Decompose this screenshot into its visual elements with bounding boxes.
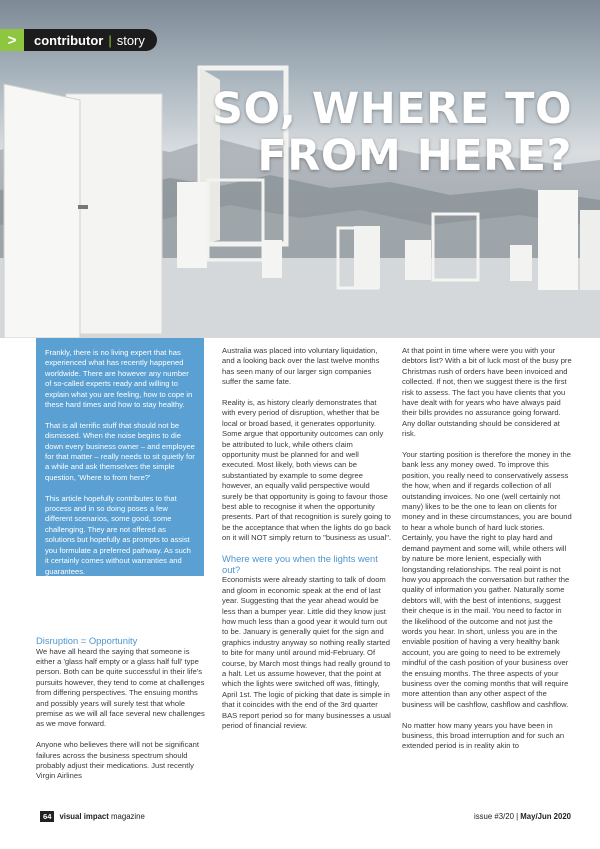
- section-heading: Disruption = Opportunity: [36, 635, 138, 646]
- body-paragraph: Economists were already starting to talk of doom and gloom in economic speak at the end of last year. Suggesting that the year ahead would be less than a bumper year. Little did they know just how much less than a good year it would turn out to be. January is generally quiet for the sign and graphics industry anyway so nothing really started to bite for many until around mid-February. Of course, by March most things had really ground to a halt. Let us assume however, that the point at which the lights were switched off was, fittingly, April 1st. The logic of picking that date is simple in that it coincides with the end of the 3rd quarter BAS report period so for many businesses a usual period of financial review.: [222, 575, 391, 730]
- title-line-2: FROM HERE?: [257, 131, 572, 181]
- magazine-name: visual impact: [59, 811, 109, 821]
- page-number: 64: [40, 811, 54, 822]
- body-paragraph: We have all heard the saying that someone is either a 'glass half empty or a glass half full' type person. Both can be quite successful in their life's pursuits however, they tend to come at challenges from differing perspectives. The ensuing months and possibly years will surely test that whole premise as we will all face several new challenges as we move forward.: [36, 646, 205, 729]
- magazine-suffix: magazine: [108, 811, 145, 821]
- section-tag: [0, 29, 157, 51]
- page-footer: [40, 809, 571, 823]
- article-column-3: [402, 346, 574, 762]
- footer-left: [40, 811, 145, 822]
- body-paragraph: At that point in time where were you with your debtors list? With a bit of luck most of the busy pre Christmas rush of orders have been invoiced and collected. If not, then we suggest there is the first risk to assess. The fact you have clients that you have dealt with for years who have always paid their bills provides no assurance going forward. Any dollar outstanding should be considered at risk.: [402, 346, 572, 439]
- body-paragraph: Reality is, as history clearly demonstrates that with every period of disruption, whether that be local or broad based, it generates opportunity. Some argue that opportunity outcomes can only be attributed to luck, while others claim opportunity must be planned for and well executed. Most likely, both views can be substantiated by example to some degree however, an equally valid perspective would surely be that opportunity is going to favour those best able to recognise it when the opportunity presents. Part of that recognition is surely going to be the acceptance that when the lights do go back on it will NOT simply return to "business as usual".: [222, 398, 392, 543]
- intro-paragraph: That is all terrific stuff that should not be dismissed. When the noise begins to die down every business owner – and employee for that matter – really needs to sit quietly for a while and ask themselves the simple question, 'Where to from here?': [45, 420, 195, 482]
- issue-number: issue #3/20 |: [474, 811, 521, 821]
- intro-paragraph: This article hopefully contributes to that process and in so doing poses a few different scenarios, some good, some challenging. They are not offered as solutions but hopefully as prompts to assist you formulate a preferred pathway. As such it certainly comes without warranties and guarantees.: [45, 493, 191, 576]
- section-label: [24, 29, 157, 51]
- intro-paragraph: Frankly, there is no living expert that has experienced what has recently happened worldwide. There are however any number of so-called experts ready and willing to explain what you are feeling, how to cope in these hard times and how to stay healthy.: [45, 348, 193, 410]
- issue-info: [474, 812, 571, 821]
- body-paragraph: Your starting position is therefore the money in the bank less any money owed. To improve this position, you really need to conservatively assess the how, when and if regards collection of all outstanding invoices. No one (well certainly not many) likes to be the one to lean on clients for money and in these circumstances, you are bound to hear a whole bunch of hard luck stories. Certainly, you have the right to play hard and demand payment and some will, while others will by nature be more lenient, especially with longstanding relationships. The real point is not how you approach the conversation but rather the quality of information you gather. Naturally some debtors will, with the best of intentions, suggest their cheque is in the mail. You need to factor in the likelihood of the outcome and not just the words you hear. In short, unless you are in the enviable position of having a very healthy bank account, you are going to need to be extremely mindful of the cash position of your business over the ensuing months. The three aspects of your business over the coming months that will require more attention than any other aspect of the business will be cashflow, cashflow and cashflow.: [402, 450, 572, 709]
- hero-image: [0, 0, 600, 338]
- section-category: contributor: [34, 32, 104, 48]
- title-line-1: SO, WHERE TO: [211, 84, 572, 134]
- section-subcategory: story: [116, 32, 145, 48]
- article-column-1: [36, 636, 206, 792]
- page-title: [212, 86, 572, 180]
- body-paragraph: Anyone who believes there will not be significant failures across the business spectrum should probably adjust their medications. Just recently Virgin Airlines: [36, 740, 199, 781]
- article-column-2: [222, 346, 392, 742]
- section-heading: Where were you when the lights went out?: [222, 553, 378, 575]
- body-paragraph: Australia was placed into voluntary liquidation, and a looking back over the last twelve months has seen many of our larger sign companies suffer the same fate.: [222, 346, 380, 387]
- body-paragraph: No matter how many years you have been in business, this broad interruption and for such an extended period is in reality akin to: [402, 720, 565, 751]
- chevron-right-icon: >: [0, 29, 24, 51]
- intro-box: [36, 338, 204, 576]
- issue-date: May/Jun 2020: [520, 811, 571, 821]
- section-separator: |: [108, 32, 112, 48]
